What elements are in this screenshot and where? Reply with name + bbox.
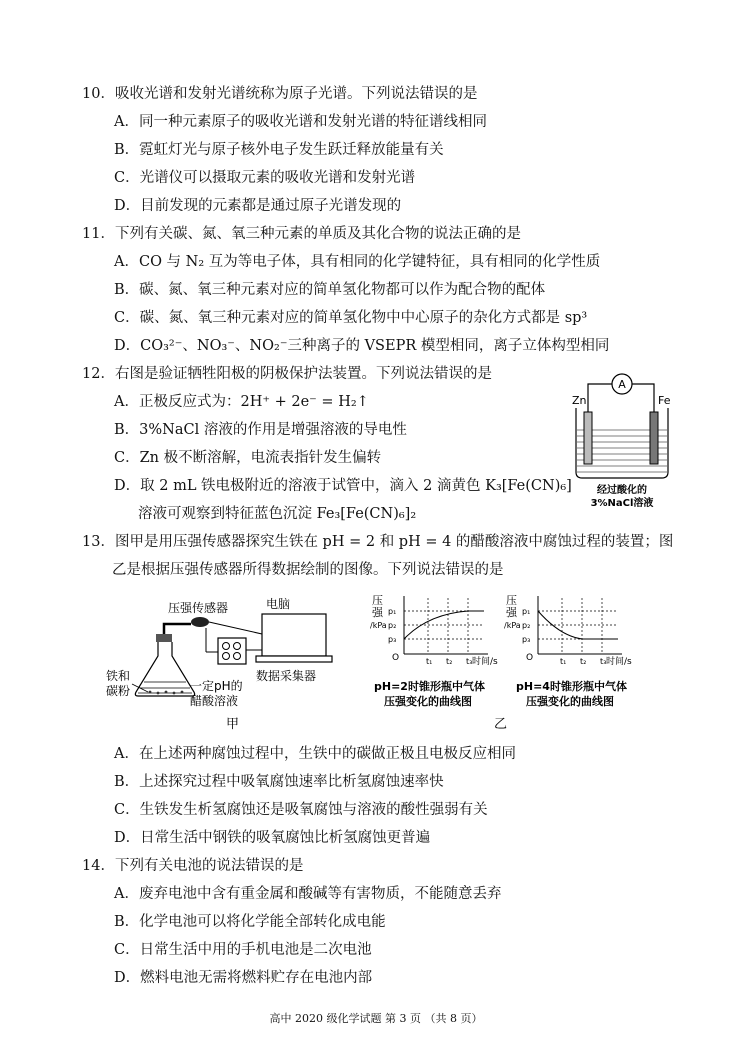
solution-label-1: 经过酸化的 bbox=[597, 485, 647, 496]
q10-option-a: A．同一种元素原子的吸收光谱和发射光谱的特征谱线相同 bbox=[114, 114, 487, 130]
ylabel-3: /kPa bbox=[370, 621, 387, 630]
origin-label-right: O bbox=[526, 653, 534, 663]
ylabel-3-right: /kPa bbox=[504, 621, 521, 630]
fe-electrode bbox=[650, 412, 658, 464]
solution-label-1: 一定pH的 bbox=[190, 679, 243, 693]
q14-option-c: C．日常生活中用的手机电池是二次电池 bbox=[114, 942, 372, 958]
ylabel-2: 强 bbox=[372, 606, 383, 619]
graph-ph2 bbox=[370, 594, 498, 667]
q12-option-d: D．取 2 mL 铁电极附近的溶液于试管中，滴入 2 滴黄色 K₃[Fe(CN)₆] bbox=[114, 478, 572, 494]
sensor-icon bbox=[191, 617, 209, 627]
figure-jia-apparatus bbox=[106, 592, 356, 732]
t1-label: t₁ bbox=[426, 657, 433, 666]
computer-icon bbox=[262, 614, 326, 656]
q12-option-c: C．Zn 极不断溶解，电流表指针发生偏转 bbox=[114, 450, 382, 466]
p2-label-right: p₂ bbox=[522, 621, 531, 630]
q10-option-d: D．目前发现的元素都是通过原子光谱发现的 bbox=[114, 198, 402, 214]
zn-electrode bbox=[584, 412, 592, 464]
ylabel-1-right: 压 bbox=[506, 594, 517, 607]
graph-right-caption-2: 压强变化的曲线图 bbox=[526, 695, 614, 708]
iron-label-1: 铁和 bbox=[106, 669, 131, 683]
origin-label: O bbox=[392, 653, 400, 663]
t1-label-right: t₁ bbox=[560, 657, 567, 666]
figure-yi-graphs bbox=[370, 592, 650, 732]
p1-label: p₁ bbox=[388, 607, 397, 616]
q12-option-d-continued: 溶液可观察到特征蓝色沉淀 Fe₃[Fe(CN)₆]₂ bbox=[138, 506, 417, 522]
solution-label-2: 3%NaCl溶液 bbox=[590, 498, 654, 508]
ammeter-label: A bbox=[618, 378, 626, 391]
t2-label-right: t₂ bbox=[580, 657, 587, 666]
figure-jia-caption: 甲 bbox=[226, 717, 240, 732]
graph-right-caption-1: pH=4时锥形瓶中气体 bbox=[516, 680, 627, 693]
t3-label-right: t₃ bbox=[600, 657, 607, 666]
ylabel-1: 压 bbox=[372, 594, 383, 607]
q10-option-b: B．霓虹灯光与原子核外电子发生跃迁释放能量有关 bbox=[114, 142, 444, 158]
q13-stem-line2: 乙是根据压强传感器所得数据绘制的图像。下列说法错误的是 bbox=[112, 562, 504, 578]
xlabel-right: 时间/s bbox=[606, 657, 632, 667]
t3-label: t₃ bbox=[466, 657, 473, 666]
q10-stem: 10．吸收光谱和发射光谱统称为原子光谱。下列说法错误的是 bbox=[82, 86, 478, 102]
data-collector-icon bbox=[218, 638, 246, 664]
p3-label-right: p₃ bbox=[522, 635, 531, 644]
p3-label: p₃ bbox=[388, 635, 397, 644]
q14-stem: 14．下列有关电池的说法错误的是 bbox=[82, 858, 304, 874]
ylabel-2-right: 强 bbox=[506, 606, 517, 619]
graph-ph4 bbox=[504, 594, 632, 667]
pressure-sensor-label: 压强传感器 bbox=[168, 601, 229, 615]
q11-option-a: A．CO 与 N₂ 互为等电子体，具有相同的化学键特征，具有相同的化学性质 bbox=[114, 254, 601, 270]
q14-option-a: A．废弃电池中含有重金属和酸碱等有害物质，不能随意丢弃 bbox=[114, 886, 502, 902]
fe-electrode-label: Fe bbox=[658, 394, 671, 407]
q14-option-d: D．燃料电池无需将燃料贮存在电池内部 bbox=[114, 970, 373, 986]
p2-label: p₂ bbox=[388, 621, 397, 630]
t2-label: t₂ bbox=[446, 657, 453, 666]
q11-option-b: B．碳、氮、氧三种元素对应的简单氢化物都可以作为配合物的配体 bbox=[114, 282, 546, 298]
q12-option-a: A．正极反应式为：2H⁺ + 2e⁻ = H₂↑ bbox=[114, 394, 369, 410]
p1-label-right: p₁ bbox=[522, 607, 531, 616]
q10-option-c: C．光谱仪可以摄取元素的吸收光谱和发射光谱 bbox=[114, 170, 416, 186]
iron-label-2: 碳粉 bbox=[106, 684, 131, 698]
graph-left-caption-2: 压强变化的曲线图 bbox=[384, 695, 472, 708]
computer-label: 电脑 bbox=[266, 597, 291, 611]
figure-yi-caption: 乙 bbox=[494, 717, 508, 732]
zn-electrode-label: Zn bbox=[572, 394, 587, 407]
xlabel-left: 时间/s bbox=[472, 657, 498, 667]
q12-option-b: B．3%NaCl 溶液的作用是增强溶液的导电性 bbox=[114, 422, 407, 438]
page-footer: 高中 2020 级化学试题 第 3 页 （共 8 页） bbox=[269, 1012, 483, 1025]
q13-option-a: A．在上述两种腐蚀过程中，生铁中的碳做正极且电极反应相同 bbox=[114, 746, 516, 762]
q11-option-d: D．CO₃²⁻、NO₃⁻、NO₂⁻三种离子的 VSEPR 模型相同，离子立体构型相同 bbox=[114, 338, 610, 354]
q14-option-b: B．化学电池可以将化学能全部转化成电能 bbox=[114, 914, 386, 930]
graph-left-caption-1: pH=2时锥形瓶中气体 bbox=[374, 680, 485, 693]
q13-option-b: B．上述探究过程中吸氧腐蚀速率比析氢腐蚀速率快 bbox=[114, 774, 444, 790]
q11-stem: 11．下列有关碳、氮、氧三种元素的单质及其化合物的说法正确的是 bbox=[82, 226, 521, 242]
q13-option-d: D．日常生活中钢铁的吸氧腐蚀比析氢腐蚀更普遍 bbox=[114, 830, 431, 846]
q13-stem-line1: 13．图甲是用压强传感器探究生铁在 pH = 2 和 pH = 4 的醋酸溶液中腐蚀过程的装置；图 bbox=[82, 534, 674, 550]
electrolysis-cell-figure bbox=[568, 368, 678, 508]
collector-label: 数据采集器 bbox=[256, 669, 317, 683]
solution-label-2: 醋酸溶液 bbox=[190, 694, 239, 708]
q12-stem: 12．右图是验证牺牲阳极的阴极保护法装置。下列说法错误的是 bbox=[82, 366, 492, 382]
q13-option-c: C．生铁发生析氢腐蚀还是吸氧腐蚀与溶液的酸性强弱有关 bbox=[114, 802, 488, 818]
q11-option-c: C．碳、氮、氧三种元素对应的简单氢化物中中心原子的杂化方式都是 sp³ bbox=[114, 310, 588, 326]
